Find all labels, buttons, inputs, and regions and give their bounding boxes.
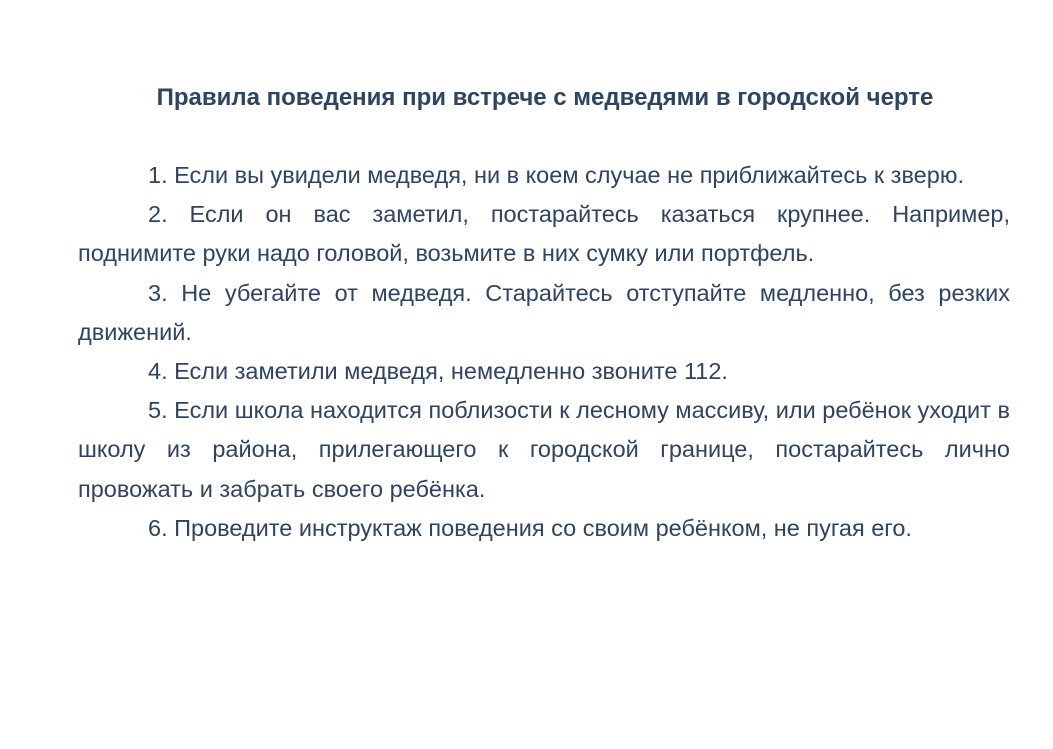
rule-item-2: 2. Если он вас заметил, постарайтесь казаться крупнее. Например, поднимите руки надо головой, возьмите в них сумку или портфель. <box>78 201 1010 267</box>
rules-list <box>78 156 1010 548</box>
rule-item-1: 1. Если вы увидели медведя, ни в коем случае не приближайтесь к зверю. <box>148 162 964 188</box>
rule-item-6: 6. Проведите инструктаж поведения со своим ребёнком, не пугая его. <box>148 514 912 541</box>
rule-item-4: 4. Если заметили медведя, немедленно звоните 112. <box>148 358 728 385</box>
rule-item-3: 3. Не убегайте от медведя. Старайтесь отступайте медленно, без резких движений. <box>78 279 1010 345</box>
rule-item-5: 5. Если школа находится поблизости к лесному массиву, или ребёнок уходит в школу из района, прилегающего к городской границе, постарайтесь лично провожать и забрать своего ребёнка. <box>78 397 1010 502</box>
document-title: Правила поведения при встрече с медведями в городской черте <box>156 84 934 111</box>
